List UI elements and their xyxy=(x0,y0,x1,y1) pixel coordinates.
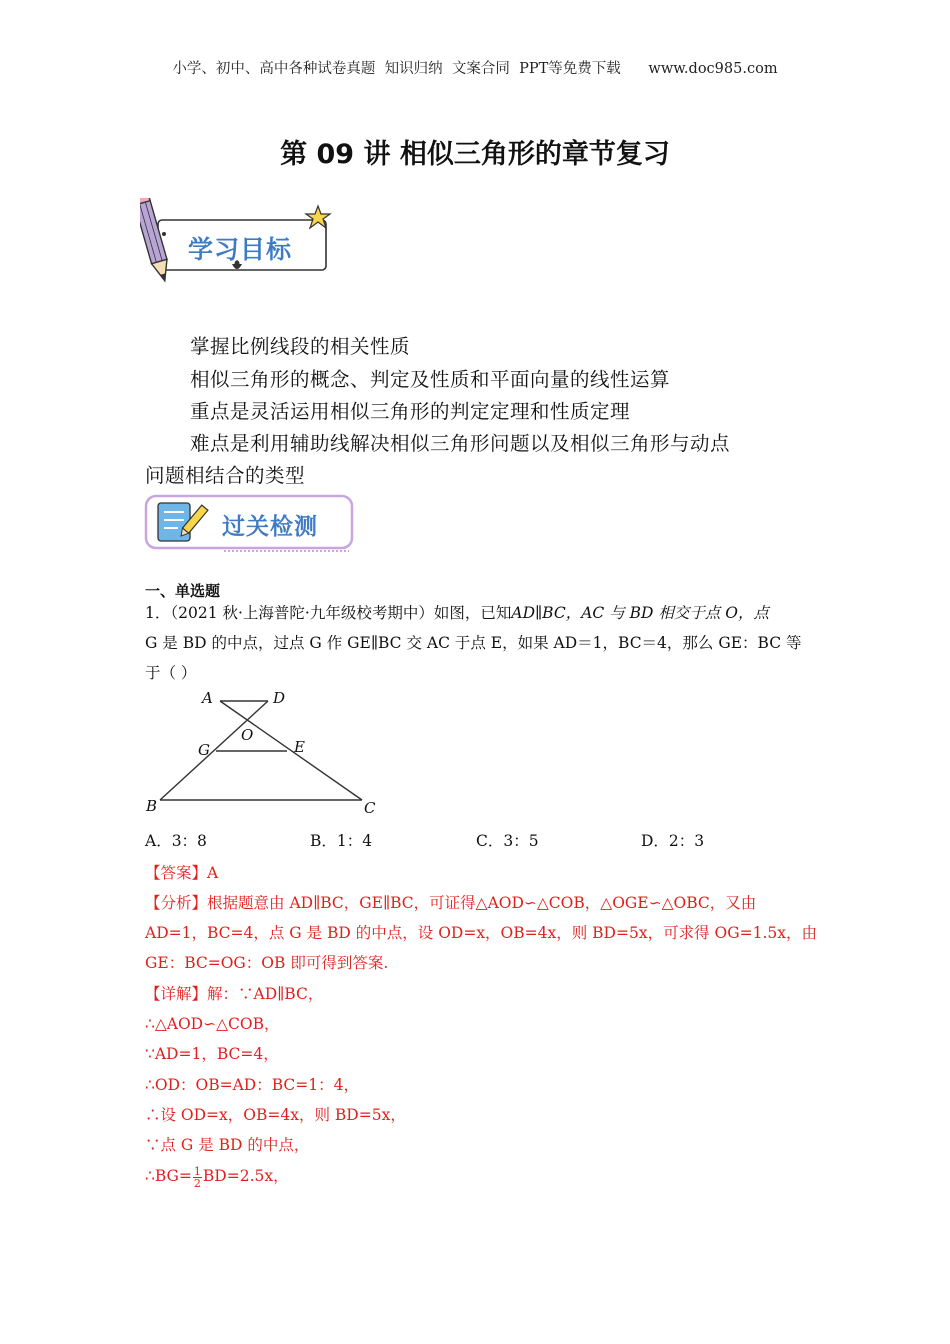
answer-tag: 【答案】 xyxy=(145,864,208,882)
analysis-line-1: 【分析】根据题意由 AD∥BC，GE∥BC，可证得△AOD∽△COB，△OGE∽△OBC，又由 xyxy=(145,894,757,912)
label-a: A xyxy=(202,689,213,707)
goal-item: 难点是利用辅助线解决相似三角形问题以及相似三角形与动点 xyxy=(190,432,731,455)
detail-line-1: 【详解】解：∵AD∥BC， xyxy=(145,985,324,1003)
answer-value: A xyxy=(207,864,219,882)
label-o: O xyxy=(241,726,254,744)
question-line-2: G 是 BD 的中点，过点 G 作 GE∥BC 交 AC 于点 E，如果 AD＝1，BC＝4，那么 GE：BC 等 xyxy=(145,634,802,652)
label-b: B xyxy=(146,797,158,815)
detail-tag: 【详解】 xyxy=(145,985,208,1003)
goal-item-continued: 问题相结合的类型 xyxy=(145,464,306,487)
detail-line: ∵点 G 是 BD 的中点， xyxy=(145,1136,310,1154)
detail-line: ∴设 OD=x，OB=4x，则 BD=5x， xyxy=(145,1106,406,1124)
check-badge xyxy=(144,493,356,557)
geometry-figure xyxy=(140,685,390,820)
label-d: D xyxy=(273,689,286,707)
header-url[interactable]: www.doc985.com xyxy=(648,61,778,77)
goal-item: 掌握比例线段的相关性质 xyxy=(190,335,411,358)
detail-line: ∴OD：OB=AD：BC=1：4， xyxy=(145,1076,359,1094)
detail-line: ∵AD=1，BC=4， xyxy=(145,1045,279,1063)
learning-goals-label: 学习目标 xyxy=(188,235,293,264)
header-text: 小学、初中、高中各种试卷真题 知识归纳 文案合同 PPT等免费下载 xyxy=(172,61,621,77)
question-number: 1． xyxy=(145,604,171,622)
question-line-3: 于（ ） xyxy=(145,664,197,682)
check-label: 过关检测 xyxy=(222,514,318,540)
trapezoid-diagram xyxy=(140,685,390,820)
question-condition: AD∥BC，AC 与 BD 相交于点 O，点 xyxy=(511,604,769,622)
label-e: E xyxy=(294,738,305,756)
label-g: G xyxy=(198,741,210,759)
option-a[interactable]: A．3：8 xyxy=(145,832,207,850)
goal-item: 重点是灵活运用相似三角形的判定定理和性质定理 xyxy=(190,400,631,423)
analysis-tag: 【分析】 xyxy=(145,894,208,912)
goal-item: 相似三角形的概念、判定及性质和平面向量的线性运算 xyxy=(190,368,671,391)
detail-line-fraction: ∴BG= $\frac{1}{2}$ BD=2.5x， xyxy=(145,1164,289,1190)
option-b[interactable]: B．1：4 xyxy=(310,832,373,850)
page-header xyxy=(0,57,950,78)
option-d[interactable]: D．2：3 xyxy=(641,832,705,850)
label-c: C xyxy=(364,799,376,817)
question-source: （2021 秋·上海普陀·九年级校考期中） xyxy=(170,604,434,622)
detail-line: ∴△AOD∽△COB， xyxy=(145,1015,280,1033)
learning-goals-badge xyxy=(140,198,335,286)
option-c[interactable]: C．3：5 xyxy=(476,832,539,850)
analysis-line-3: GE：BC=OG：OB 即可得到答案. xyxy=(145,954,389,972)
question-line-1 xyxy=(145,601,769,623)
fraction-one-half: $\frac{1}{2}$ xyxy=(193,1164,201,1190)
analysis-line-2: AD=1，BC=4，点 G 是 BD 的中点，设 OD=x，OB=4x，则 BD=5x，可求得 OG=1.5x，由 xyxy=(145,924,817,942)
section-heading: 一、单选题 xyxy=(145,582,221,600)
answer-line xyxy=(145,861,218,883)
question-text: 如图，已知 xyxy=(433,604,512,622)
page-title: 第 09 讲 相似三角形的章节复习 xyxy=(280,139,670,170)
